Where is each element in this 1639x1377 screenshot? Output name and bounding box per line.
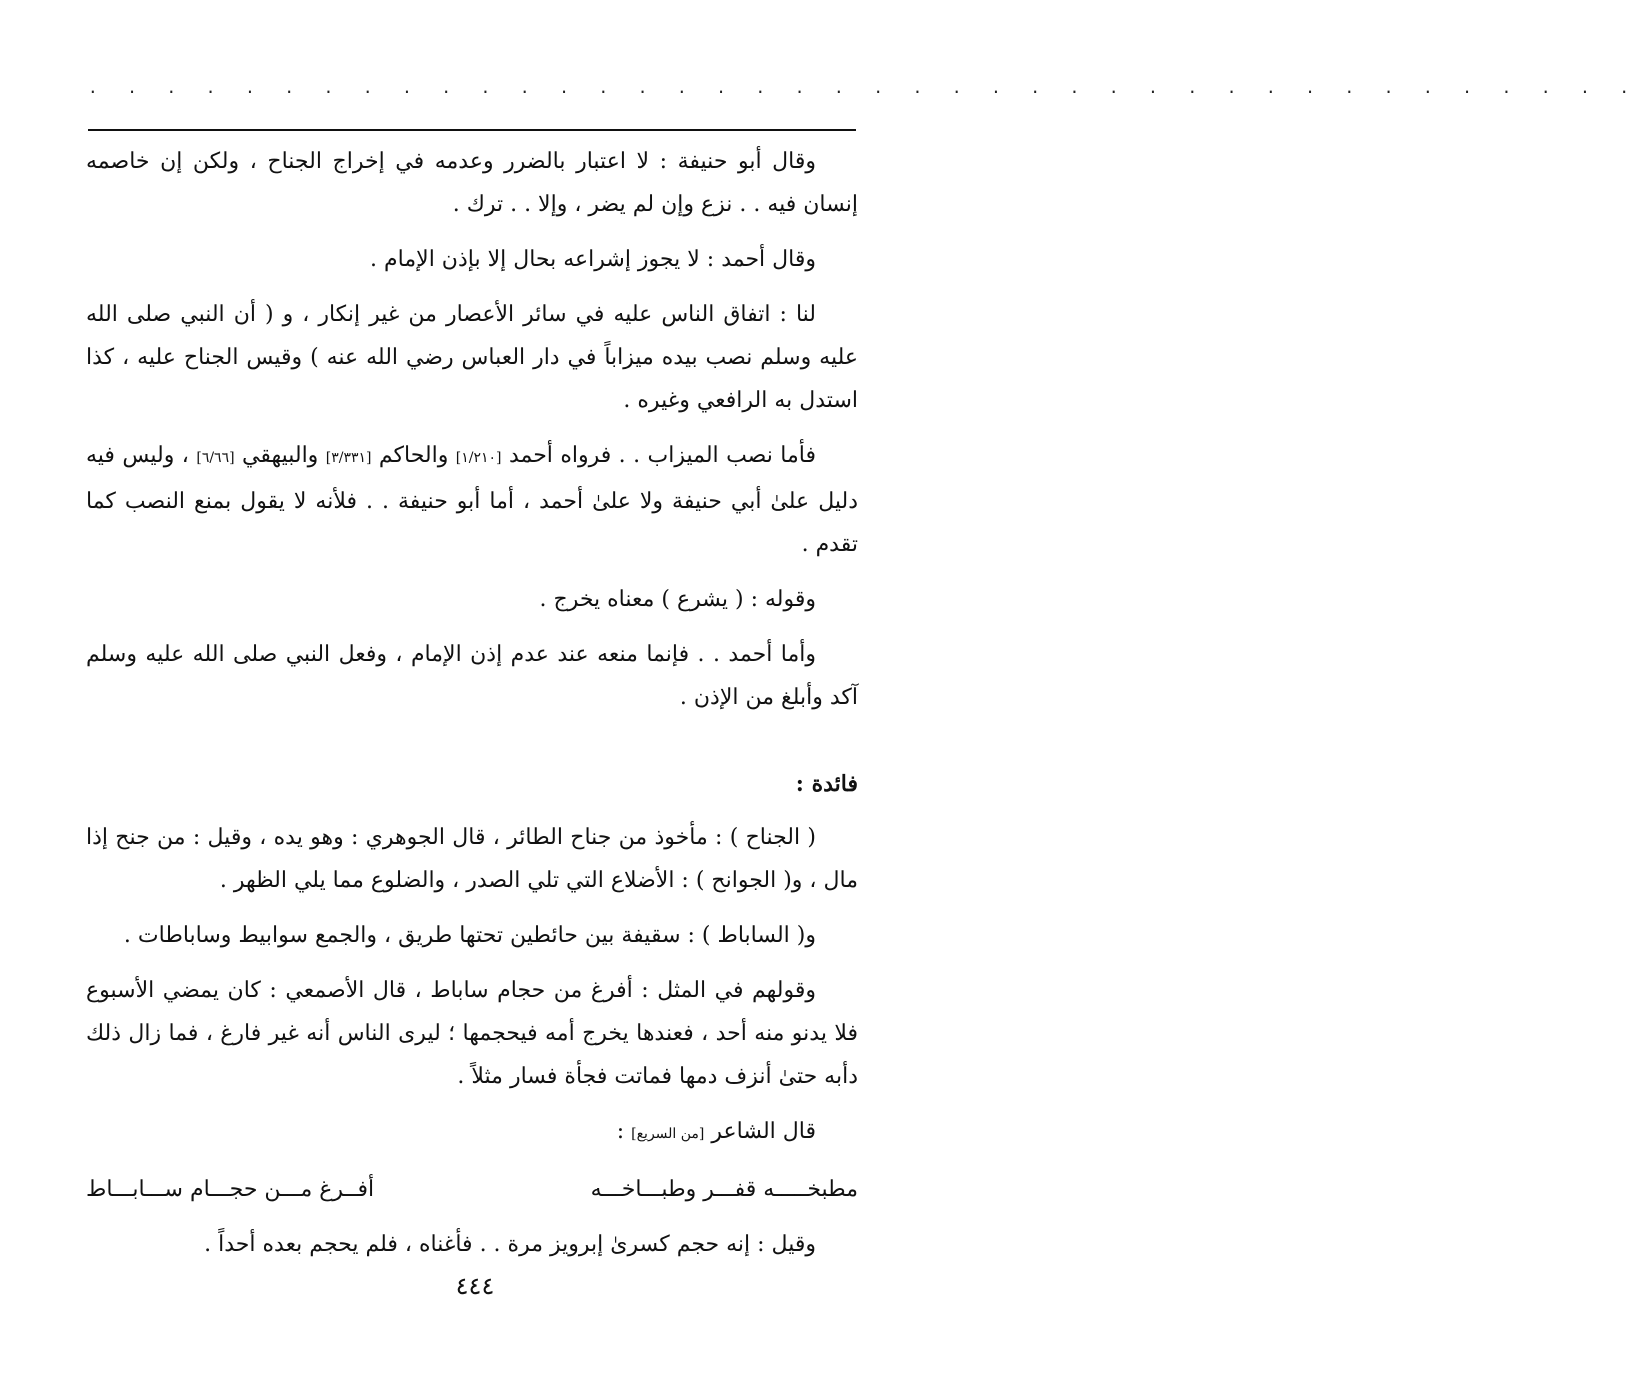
paragraph-mizab: [86, 434, 858, 566]
text-segment: والحاكم: [371, 443, 456, 468]
text-segment: والبيهقي: [234, 443, 326, 468]
text-segment: ، وليس فيه دليل علىٰ أبي حنيفة ولا علىٰ أحمد ، أما أبو حنيفة . . فلأنه لا يقول بمنع النصب كما تقدم .: [86, 443, 858, 557]
paragraph-sabat-definition: و( الساباط ) : سقيفة بين حائطين تحتها طريق ، والجمع سوابيط وساباطات .: [123, 923, 816, 948]
reference-hakim: [٣/٣٣١]: [325, 450, 372, 466]
paragraph-ahmad-response: وأما أحمد . . فإنما منعه عند عدم إذن الإمام ، وفعل النبي صلى الله عليه وسلم آكد وأبلغ من الإذن .: [86, 642, 858, 710]
header-rule: [88, 129, 856, 131]
paragraph-kisra: وقيل : إنه حجم كسرىٰ إبرويز مرة . . فأغناه ، فلم يحجم بعده أحداً .: [204, 1232, 816, 1257]
paragraph-evidence: لنا : اتفاق الناس عليه في سائر الأعصار من غير إنكار ، و ( أن النبي صلى الله عليه وسلم نصب بيده ميزاباً في دار العباس رضي الله عنه ) وقيس الجناح عليه ، كذا استدل به الرافعي وغيره .: [86, 302, 858, 413]
paragraph-proverb: وقولهم في المثل : أفرغ من حجام ساباط ، قال الأصمعي : كان يمضي الأسبوع فلا يدنو منه أحد ، فعندها يخرج أمه فيحجمها ؛ ليرى الناس أنه غير فارغ ، فما زال ذلك دأبه حتىٰ أنزف دمها فماتت فجأة فسار مثلاً .: [86, 978, 858, 1089]
page-body: [86, 140, 858, 1278]
paragraph-ahmad: وقال أحمد : لا يجوز إشراعه بحال إلا بإذن الإمام .: [370, 247, 816, 272]
text-segment: :: [616, 1119, 632, 1144]
faida-heading: فائدة :: [795, 771, 858, 797]
text-segment: فأما نصب الميزاب . . فرواه أحمد: [501, 443, 817, 468]
text-segment: قال الشاعر: [704, 1119, 816, 1144]
page-number: ٤٤٤: [455, 1272, 495, 1300]
poem-verse: [86, 1168, 858, 1211]
verse-first-hemistich: مطبخـــــه قفـــر وطبـــاخـــه: [590, 1177, 858, 1202]
verse-second-hemistich: أفــرغ مـــن حجـــام ســـابـــاط: [86, 1177, 375, 1202]
dotted-header-line: . . . . . . . . . . . . . . . . . . . . . . . . . . . . . . . . . . . . . . . .: [88, 78, 1639, 97]
paragraph-yushri: وقوله : ( يشرع ) معناه يخرج .: [539, 587, 816, 612]
meter-label: [من السريع]: [631, 1126, 705, 1142]
reference-bayhaqi: [٦/٦٦]: [196, 450, 235, 466]
reference-ahmad: [١/٢١٠]: [455, 450, 502, 466]
paragraph-abu-hanifa: وقال أبو حنيفة : لا اعتبار بالضرر وعدمه في إخراج الجناح ، ولكن إن خاصمه إنسان فيه . . نزع وإن لم يضر ، وإلا . . ترك .: [86, 149, 858, 217]
paragraph-janah-definition: ( الجناح ) : مأخوذ من جناح الطائر ، قال الجوهري : وهو يده ، وقيل : من جنح إذا مال ، و( الجوانح ) : الأضلاع التي تلي الصدر ، والضلوع مما يلي الظهر .: [86, 825, 858, 893]
poet-intro: [86, 1110, 858, 1156]
